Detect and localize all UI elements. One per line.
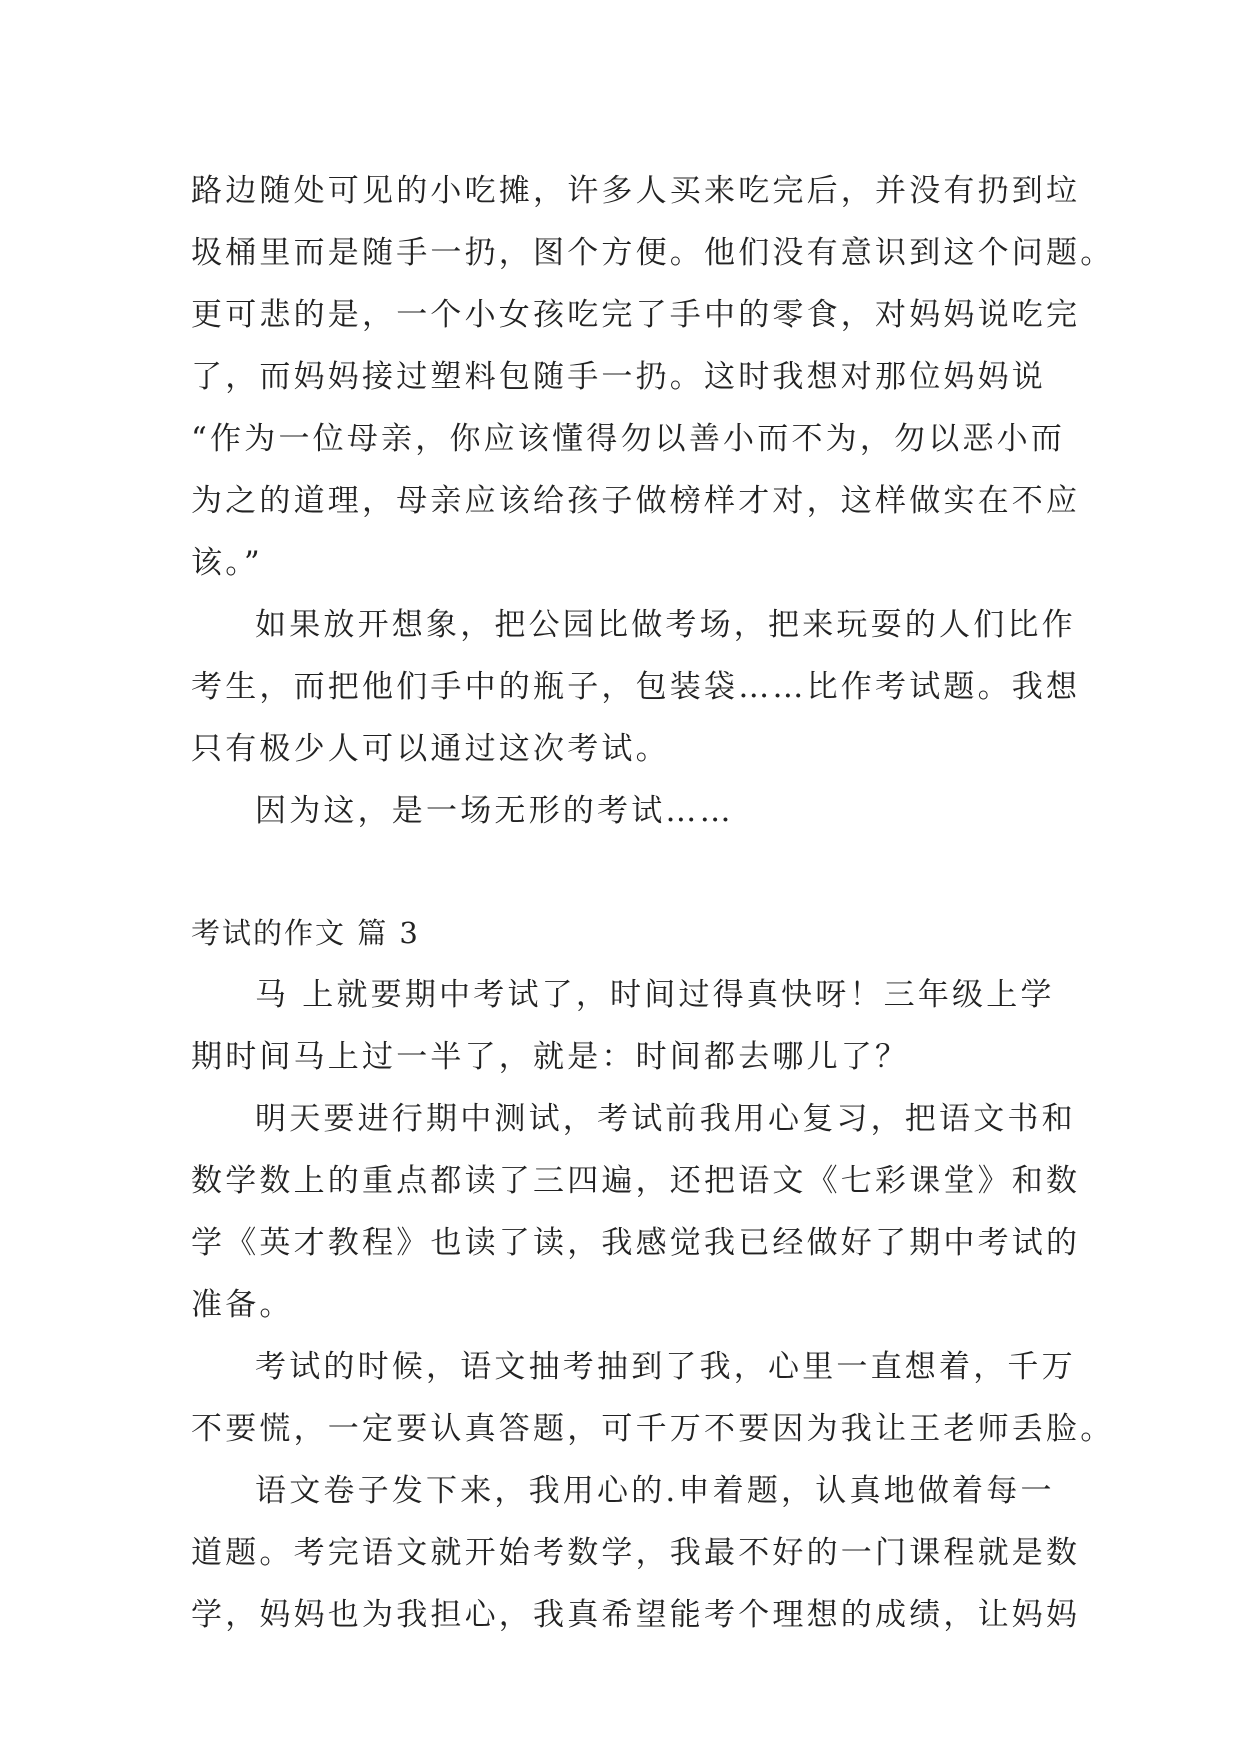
section-heading: 考试的作文 篇 3 [191, 916, 420, 950]
paragraph-first-line: 因为这，是一场无形的考试…… [255, 793, 734, 829]
paragraph-first-line: 如果放开想象，把公园比做考场，把来玩耍的人们比作 [255, 607, 1076, 643]
paragraph-first-line: 语文卷子发下来，我用心的.申着题，认真地做着每一 [255, 1473, 1055, 1509]
text-line: 道题。考完语文就开始考数学，我最不好的一门课程就是数 [191, 1535, 1081, 1571]
text-line: 该。” [191, 545, 263, 581]
text-line: 学《英才教程》也读了读，我感觉我已经做好了期中考试的 [191, 1225, 1081, 1261]
text-line: 准备。 [191, 1287, 294, 1323]
paragraph-first-line: 马 上就要期中考试了，时间过得真快呀！三年级上学 [255, 977, 1055, 1013]
text-line: 更可悲的是，一个小女孩吃完了手中的零食，对妈妈说吃完 [191, 297, 1081, 333]
section-spacer [191, 842, 1057, 902]
paragraph-first-line: 明天要进行期中测试，考试前我用心复习，把语文书和 [255, 1101, 1076, 1137]
text-line: 只有极少人可以通过这次考试。 [191, 731, 670, 767]
document-content [191, 160, 1115, 1646]
text-line: 期时间马上过一半了，就是：时间都去哪儿了？ [191, 1039, 910, 1075]
text-line: 为之的道理，母亲应该给孩子做榜样才对，这样做实在不应 [191, 483, 1081, 519]
text-line: 考生，而把他们手中的瓶子，包装袋……比作考试题。我想 [191, 669, 1081, 705]
text-line: 路边随处可见的小吃摊，许多人买来吃完后，并没有扔到垃 [191, 173, 1081, 209]
text-line: 了，而妈妈接过塑料包随手一扔。这时我想对那位妈妈说 [191, 359, 1046, 395]
text-line: 不要慌，一定要认真答题，可千万不要因为我让王老师丢脸。 [191, 1411, 1115, 1447]
text-line: “作为一位母亲，你应该懂得勿以善小而不为，勿以恶小而 [191, 421, 1066, 457]
text-line: 圾桶里而是随手一扔，图个方便。他们没有意识到这个问题。 [191, 235, 1115, 271]
text-line: 学，妈妈也为我担心，我真希望能考个理想的成绩，让妈妈 [191, 1597, 1081, 1633]
paragraph-first-line: 考试的时候，语文抽考抽到了我，心里一直想着，千万 [255, 1349, 1076, 1385]
text-line: 数学数上的重点都读了三四遍，还把语文《七彩课堂》和数 [191, 1163, 1081, 1199]
